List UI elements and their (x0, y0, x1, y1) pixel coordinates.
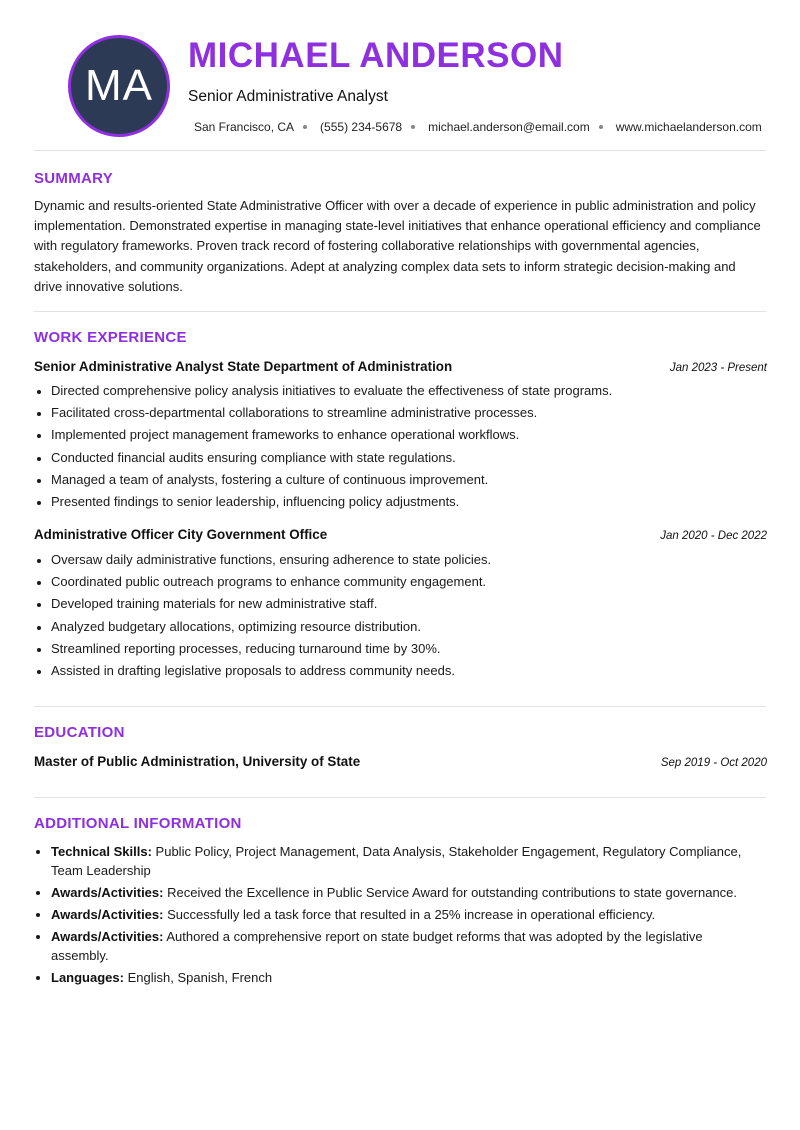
job-dates: Jan 2023 - Present (669, 362, 767, 374)
divider (34, 706, 766, 707)
summary-text: Dynamic and results-oriented State Administrative Officer with over a decade of experience in public administration and policy implementation. Demonstrated expertise in managing state-level initiatives that enhance operational efficiency and compliance with regulatory frameworks. Proven track record of fostering collaborative relationships with governmental agencies, stakeholders, and community organizations. Adept at analyzing complex data sets to inform strategic decision-making and drive innovative solutions. (34, 198, 761, 294)
info-text: Public Policy, Project Management, Data Analysis, Stakeholder Engagement, Regulatory Compliance, Team Leadership (51, 844, 742, 878)
contact-location: San Francisco, CA (194, 120, 295, 134)
job-header (34, 527, 767, 542)
info-label: Awards/Activities: (51, 885, 164, 900)
list-item: • Developed training materials for new administrative staff. (51, 593, 767, 615)
separator-dot (411, 125, 415, 129)
info-label: Languages: (51, 970, 124, 985)
list-item (51, 968, 760, 987)
additional-info-list (34, 842, 760, 990)
additional-info-heading: ADDITIONAL INFORMATION (34, 815, 242, 832)
job-header (34, 359, 767, 374)
info-label: Awards/Activities: (51, 929, 164, 944)
job-title: Senior Administrative Analyst State Department of Administration (34, 359, 453, 374)
degree: Master of Public Administration, University of State (34, 754, 361, 769)
separator-dot (303, 125, 307, 129)
divider (34, 311, 766, 312)
contact-phone: (555) 234-5678 (320, 120, 403, 134)
list-item: • Oversaw daily administrative functions, ensuring adherence to state policies. (51, 549, 767, 571)
info-text: Received the Excellence in Public Service Award for outstanding contributions to state governance. (167, 885, 738, 900)
list-item (51, 927, 760, 965)
list-item: • Coordinated public outreach programs to enhance community engagement. (51, 571, 767, 593)
divider (34, 797, 766, 798)
work-experience-heading: WORK EXPERIENCE (34, 329, 187, 346)
list-item: • Directed comprehensive policy analysis initiatives to evaluate the effectiveness of state programs. (51, 380, 767, 402)
candidate-role: Senior Administrative Analyst (188, 88, 388, 105)
job-bullets (34, 549, 767, 682)
contact-website: www.michaelanderson.com (615, 120, 762, 134)
divider (34, 150, 766, 151)
list-item (51, 842, 760, 880)
info-label: Awards/Activities: (51, 907, 164, 922)
separator-dot (599, 125, 603, 129)
candidate-name: MICHAEL ANDERSON (188, 36, 564, 75)
info-text: Authored a comprehensive report on state budget reforms that was adopted by the legislative assembly. (51, 929, 703, 963)
list-item: • Streamlined reporting processes, reducing turnaround time by 30%. (51, 638, 767, 660)
info-text: Successfully led a task force that resulted in a 25% increase in operational efficiency. (167, 907, 656, 922)
list-item: • Implemented project management frameworks to enhance operational workflows. (51, 424, 767, 446)
contact-line (194, 120, 762, 134)
list-item: • Managed a team of analysts, fostering a culture of continuous improvement. (51, 469, 767, 491)
info-text: English, Spanish, French (127, 970, 273, 985)
list-item: • Presented findings to senior leadership, influencing policy adjustments. (51, 491, 767, 513)
resume-header (34, 0, 766, 150)
education-entry (34, 754, 767, 769)
list-item (51, 883, 760, 902)
job-dates: Jan 2020 - Dec 2022 (660, 530, 767, 542)
education-dates: Sep 2019 - Oct 2020 (660, 757, 767, 769)
list-item: • Analyzed budgetary allocations, optimizing resource distribution. (51, 616, 767, 638)
list-item: • Facilitated cross-departmental collaborations to streamline administrative processes. (51, 402, 767, 424)
contact-email: michael.anderson@email.com (428, 120, 590, 134)
avatar: MA (68, 35, 170, 137)
summary-heading: SUMMARY (34, 170, 114, 187)
job-bullets (34, 380, 767, 513)
list-item: • Conducted financial audits ensuring compliance with state regulations. (51, 447, 767, 469)
job-title: Administrative Officer City Government Office (34, 527, 328, 542)
education-heading: EDUCATION (34, 724, 125, 741)
list-item (51, 905, 760, 924)
list-item: • Assisted in drafting legislative proposals to address community needs. (51, 660, 767, 682)
info-label: Technical Skills: (51, 844, 152, 859)
